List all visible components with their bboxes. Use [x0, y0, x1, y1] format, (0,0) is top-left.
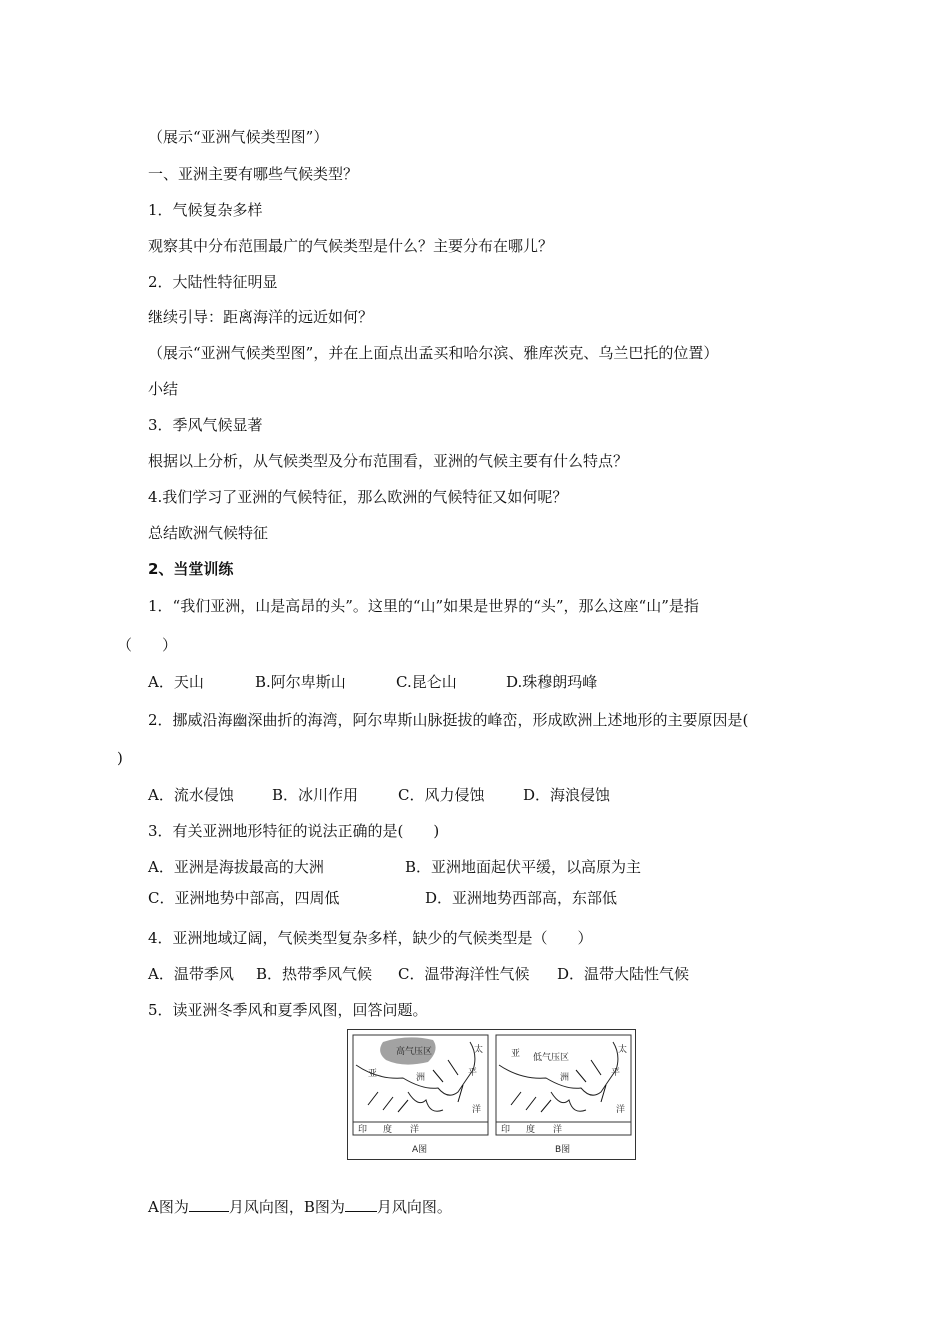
text-line-1: （展示“亚洲气候类型图”）	[148, 128, 329, 146]
map-a-wind-arrows	[368, 1060, 463, 1112]
q4-option-b: B．热带季风气候	[256, 965, 373, 983]
question-5-answer-line	[148, 1196, 452, 1217]
map-a-peninsula	[408, 1092, 443, 1111]
q3-option-d: D．亚洲地势西部高，东部低	[425, 889, 618, 907]
text-line-6: 继续引导：距离海洋的远近如何？	[148, 308, 374, 326]
heading-climate-types: 一、亚洲主要有哪些气候类型？	[148, 165, 359, 183]
question-5: 5．读亚洲冬季风和夏季风图，回答问题。	[148, 1001, 428, 1019]
map-a-label-high: 高气压区	[396, 1047, 433, 1057]
map-b-label-tai: 太	[618, 1045, 628, 1055]
text-line-5: 2．大陆性特征明显	[148, 273, 278, 291]
question-2-bracket: )	[117, 749, 123, 767]
map-b-label-zhou: 洲	[560, 1073, 570, 1083]
map-b-label-ya: 亚	[511, 1049, 521, 1059]
map-a-label-yin: 印	[358, 1125, 368, 1135]
map-a-label-zhou: 洲	[416, 1073, 426, 1083]
map-b-label-yang: 洋	[616, 1105, 626, 1115]
monsoon-maps-svg	[348, 1030, 635, 1159]
text-line-3: 1．气候复杂多样	[148, 201, 263, 219]
answer-end: 月风向图。	[376, 1198, 452, 1216]
map-b-wind-arrows	[511, 1060, 606, 1112]
map-b-caption: B图	[555, 1145, 571, 1155]
text-line-10: 根据以上分析，从气候类型及分布范围看，亚洲的气候主要有什么特点？	[148, 452, 629, 470]
monsoon-maps-figure	[347, 1029, 636, 1160]
map-a-label-ping: 平	[468, 1068, 478, 1078]
question-4: 4．亚洲地域辽阔，气候类型复杂多样，缺少的气候类型是（ ）	[148, 929, 593, 947]
map-a-caption: A图	[412, 1145, 428, 1155]
map-a-label-du: 度	[383, 1125, 393, 1135]
text-line-4: 观察其中分布范围最广的气候类型是什么？主要分布在哪儿？	[148, 237, 554, 255]
q2-option-c: C．风力侵蚀	[398, 786, 485, 804]
q1-option-b: B.阿尔卑斯山	[255, 673, 346, 691]
q1-option-d: D.珠穆朗玛峰	[506, 673, 598, 691]
q4-option-c: C．温带海洋性气候	[398, 965, 530, 983]
answer-a-prefix: A图为	[148, 1198, 189, 1216]
map-b-label-yin: 印	[501, 1125, 511, 1135]
map-b-label-yang2: 洋	[553, 1125, 563, 1135]
q3-option-a: A．亚洲是海拔最高的大洲	[148, 858, 324, 876]
q3-option-c: C．亚洲地势中部高，四周低	[148, 889, 340, 907]
q4-option-a: A．温带季风	[148, 965, 234, 983]
q4-option-d: D．温带大陆性气候	[557, 965, 690, 983]
map-a-label-ya: 亚	[368, 1069, 378, 1079]
text-line-7: （展示“亚洲气候类型图”，并在上面点出孟买和哈尔滨、雅库茨克、乌兰巴托的位置）	[148, 344, 719, 362]
q2-option-a: A．流水侵蚀	[148, 786, 234, 804]
map-b-label-low: 低气压区	[533, 1053, 570, 1063]
map-a-label-yang2: 洋	[410, 1125, 420, 1135]
answer-a-blank[interactable]	[189, 1196, 229, 1212]
question-2: 2．挪威沿海幽深曲折的海湾，阿尔卑斯山脉挺拔的峰峦，形成欧洲上述地形的主要原因是(	[148, 711, 749, 729]
text-line-12: 总结欧洲气候特征	[148, 524, 269, 542]
map-a-label-tai: 太	[474, 1045, 484, 1055]
q1-option-a: A．天山	[148, 673, 204, 691]
text-line-9: 3．季风气候显著	[148, 416, 263, 434]
question-1-bracket: （ ）	[117, 636, 178, 654]
question-1: 1．“我们亚洲，山是高昂的头”。这里的“山”如果是世界的“头”，那么这座“山”是指	[148, 597, 699, 615]
map-b-peninsula	[551, 1092, 586, 1111]
map-b-label-ping: 平	[611, 1068, 621, 1078]
q2-option-d: D．海浪侵蚀	[523, 786, 611, 804]
text-line-8: 小结	[148, 380, 179, 398]
q3-option-b: B．亚洲地面起伏平缓，以高原为主	[405, 858, 642, 876]
answer-mid: 月风向图，B图为	[228, 1198, 345, 1216]
answer-b-blank[interactable]	[345, 1196, 377, 1212]
q1-option-c: C.昆仑山	[396, 673, 457, 691]
question-3: 3．有关亚洲地形特征的说法正确的是( )	[148, 822, 440, 840]
text-line-11: 4.我们学习了亚洲的气候特征，那么欧洲的气候特征又如何呢？	[148, 488, 568, 506]
map-b-label-du: 度	[526, 1125, 536, 1135]
map-a-label-yang: 洋	[472, 1105, 482, 1115]
section-title: 2、当堂训练	[148, 560, 234, 578]
q2-option-b: B．冰川作用	[272, 786, 359, 804]
